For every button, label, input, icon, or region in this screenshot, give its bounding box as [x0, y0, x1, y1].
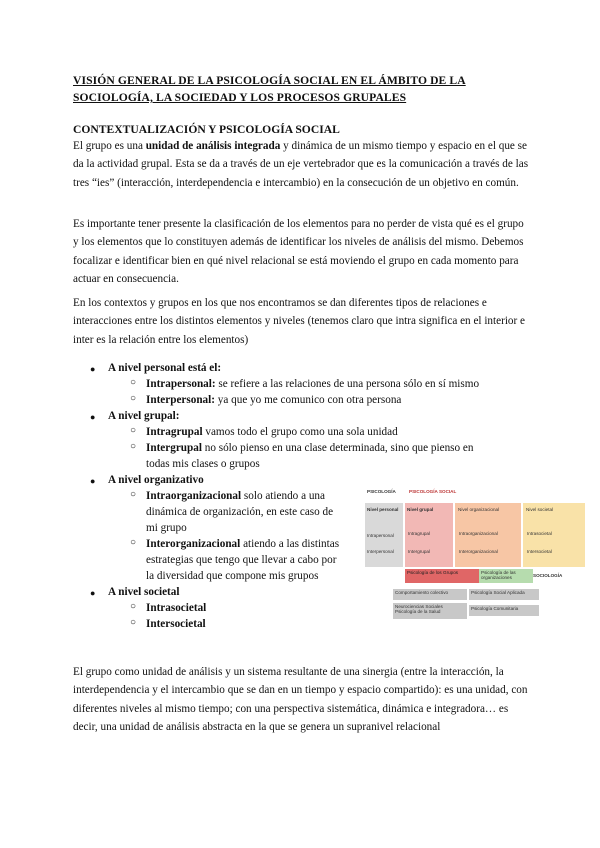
bullet: ● — [90, 364, 96, 374]
diagram-col-grupal-title: Nivel grupal — [407, 507, 434, 512]
intersocietal-label: Intersocietal — [146, 618, 206, 630]
diagram-psicologia-social-label: PSICOLOGÍA SOCIAL — [409, 489, 457, 494]
level-organizativo-heading: A nivel organizativo — [108, 474, 204, 486]
diagram-intersocietal: Intersocietal — [527, 549, 552, 554]
paragraph-group-definition — [73, 137, 531, 192]
diagram-col-personal — [365, 503, 403, 567]
level-personal-heading: A nivel personal está el: — [108, 362, 222, 374]
bullet: ● — [90, 588, 96, 598]
paragraph-1-post: y dinámica de un mismo tiempo y espacio en el que se da la actividad grupal. Esta se da a través de un eje vertebrador que es la comunicación a través de las tres “ies” (interacción, interdependencia e intercambio) en la consecución de un objetivo en común. — [73, 140, 529, 189]
sub-bullet: ○ — [130, 601, 137, 612]
diagram-interorganizacional: Interorganizacional — [459, 549, 498, 554]
document-title-line-1: VISIÓN GENERAL DE LA PSICOLOGÍA SOCIAL EN EL ÁMBITO DE LA — [73, 74, 466, 87]
paragraph-classification: Es importante tener presente la clasificación de los elementos para no perder de vista qué es el grupo y los elementos que lo constituyen además de identificar los niveles de análisis del mismo. Debemos focalizar e identificar bien en qué nivel relacional se está moviendo el grupo en cada momento para actuar en consecuencia. — [73, 218, 524, 286]
document-title-line-2: SOCIOLOGÍA, LA SOCIEDAD Y LOS PROCESOS GRUPALES — [73, 91, 407, 104]
level-org-intra — [146, 488, 325, 504]
diagram-col-org-title: Nivel organizacional — [458, 507, 500, 512]
intergrupal-text-2: todas mis clases o grupos — [146, 458, 260, 470]
intrasocietal-label: Intrasocietal — [146, 602, 207, 614]
bullet: ● — [90, 476, 96, 486]
section-heading: CONTEXTUALIZACIÓN Y PSICOLOGÍA SOCIAL — [73, 123, 340, 136]
diagram-grey-2: Psicología Social Aplicada — [469, 589, 539, 600]
diagram-foot-sociologia: SOCIOLOGÍA — [533, 573, 563, 578]
interorganizacional-text-3: la diversidad que compone mis grupos — [146, 570, 319, 582]
paragraph-contexts: En los contextos y grupos en los que nos encontramos se dan diferentes tipos de relaciones e interacciones entre los distintos elementos y niveles (tenemos claro que intra significa en el interior e inter es la relación entre los elementos) — [73, 297, 526, 346]
diagram-intragrupal: Intragrupal — [408, 531, 430, 536]
intragrupal-label: Intragrupal — [146, 426, 203, 438]
intrapersonal-text: se refiere a las relaciones de una persona sólo en sí mismo — [215, 378, 480, 390]
level-personal-intra — [146, 376, 479, 392]
levels-diagram — [363, 485, 589, 625]
diagram-col-societal — [523, 503, 585, 567]
bullet: ● — [90, 412, 96, 422]
diagram-foot-org: Psicología de las organizaciones — [479, 569, 533, 583]
diagram-grey-1: Comportamiento colectivo — [393, 589, 467, 600]
diagram-foot-grupos: Psicología de los Grupos — [405, 569, 479, 583]
sub-bullet: ○ — [130, 489, 137, 500]
interorganizacional-text-1: atiendo a las distintas — [240, 538, 340, 550]
diagram-col-societal-title: Nivel societal — [526, 507, 554, 512]
sub-bullet: ○ — [130, 617, 137, 628]
diagram-interpersonal: Interpersonal — [367, 549, 394, 554]
level-societal-heading: A nivel societal — [108, 586, 180, 598]
diagram-intrasocietal: Intrasocietal — [527, 531, 552, 536]
interorganizacional-text-2: estrategias que tengo que llevar a cabo por — [146, 554, 337, 566]
diagram-intraorganizacional: Intraorganizacional — [459, 531, 498, 536]
sub-bullet: ○ — [130, 377, 137, 388]
level-grupal-intra — [146, 424, 398, 440]
intrapersonal-label: Intrapersonal: — [146, 378, 216, 390]
intraorganizacional-text-1: solo atiendo a una — [241, 490, 325, 502]
sub-bullet: ○ — [130, 425, 137, 436]
interorganizacional-label: Interorganizacional — [146, 538, 241, 550]
sub-bullet: ○ — [130, 537, 137, 548]
sub-bullet: ○ — [130, 393, 137, 404]
diagram-col-personal-title: Nivel personal — [367, 507, 399, 512]
level-personal-inter — [146, 392, 401, 408]
diagram-psicologia-label: PSICOLOGÍA — [367, 489, 396, 494]
paragraph-conclusion: El grupo como unidad de análisis y un sistema resultante de una sinergia (entre la interacción, la interdependencia y el intercambio que se dan en un tiempo y espacio compartido): es una unidad, con diferentes niveles al mismo tiempo; con una perspectiva sistemática, dinámica e integradora… es decir, una unidad de análisis abstracta en la que se genera un supranivel relacional — [73, 666, 528, 734]
intraorganizacional-text-2: dinámica de organización, en este caso de — [146, 506, 334, 518]
intergrupal-label: Intergrupal — [146, 442, 202, 454]
interpersonal-label: Interpersonal: — [146, 394, 215, 406]
intraorganizacional-text-3: mi grupo — [146, 522, 187, 534]
document-title — [73, 72, 543, 106]
diagram-grey-3: Neurociencias Sociales Psicología de la Salud — [393, 603, 467, 619]
level-grupal-inter — [146, 440, 473, 456]
intragrupal-text: vamos todo el grupo como una sola unidad — [202, 426, 398, 438]
diagram-intrapersonal: Intrapersonal — [367, 533, 394, 538]
paragraph-1-pre: El grupo es una — [73, 140, 146, 152]
intergrupal-text-1: no sólo pienso en una clase determinada, sino que pienso en — [201, 442, 474, 454]
paragraph-1-bold: unidad de análisis integrada — [145, 140, 281, 152]
diagram-col-org — [455, 503, 521, 567]
diagram-intergrupal: Intergrupal — [408, 549, 430, 554]
level-org-inter — [146, 536, 339, 552]
sub-bullet: ○ — [130, 441, 137, 452]
diagram-col-grupal — [405, 503, 453, 567]
interpersonal-text: ya que yo me comunico con otra persona — [214, 394, 402, 406]
diagram-grey-4: Psicología Comunitaria — [469, 605, 539, 616]
intraorganizacional-label: Intraorganizacional — [146, 490, 242, 502]
level-grupal-heading: A nivel grupal: — [108, 410, 180, 422]
